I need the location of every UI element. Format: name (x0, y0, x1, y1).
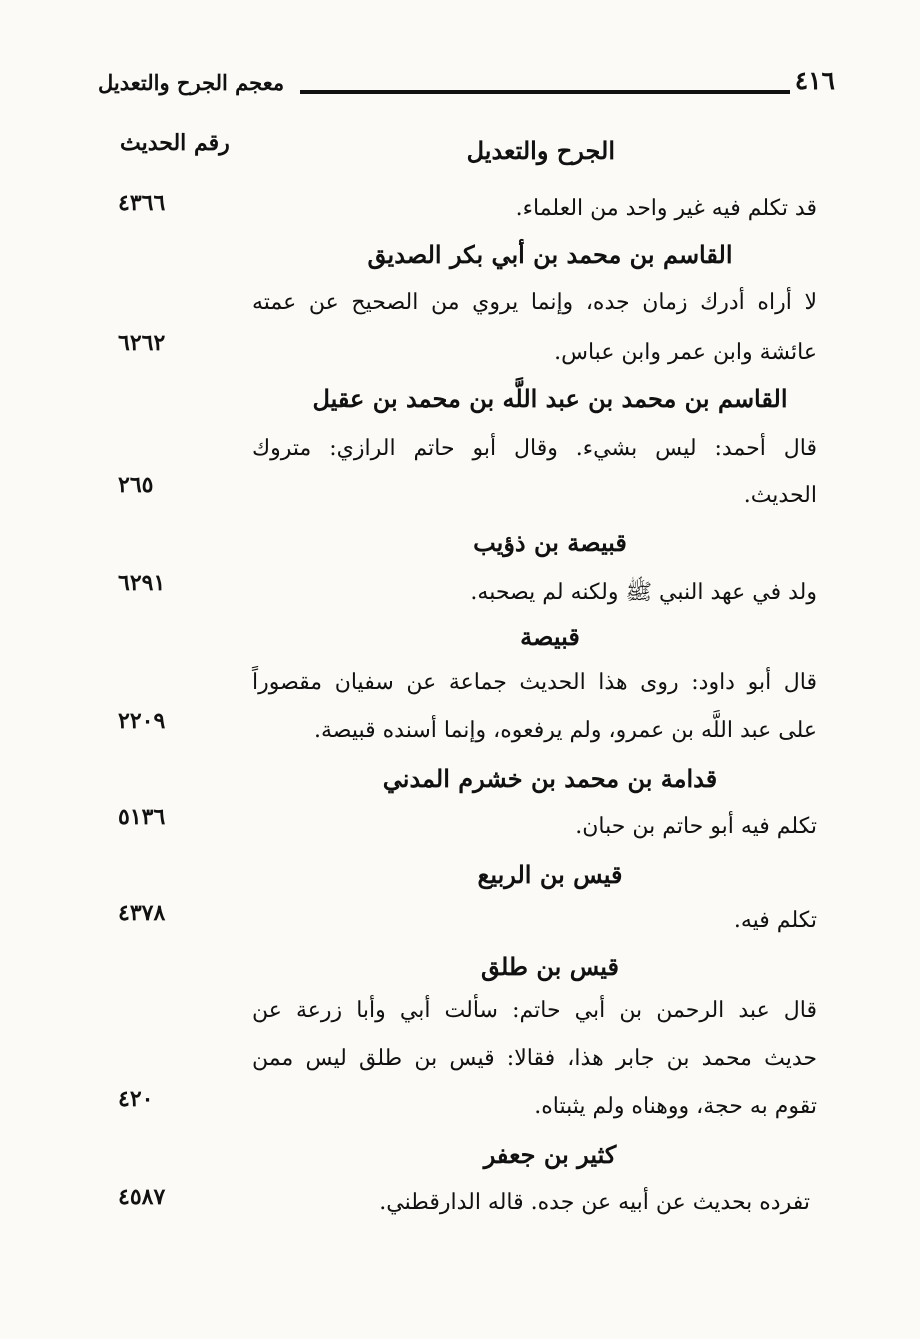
hadith-number: ٤٣٦٦ (118, 190, 166, 216)
entry-text: تقوم به حجة، ووهناه ولم يثبتاه. (534, 1094, 817, 1119)
entry-text: عائشة وابن عمر وابن عباس. (554, 340, 817, 365)
narrator-name: قدامة بن محمد بن خشرم المدني (382, 764, 718, 793)
hadith-number: ٤٥٨٧ (118, 1184, 166, 1210)
narrator-name: قبيصة (520, 622, 580, 651)
narrator-name: كثير بن جعفر (483, 1140, 617, 1169)
header-rule (300, 90, 790, 94)
hadith-number: ٢٦٥ (118, 472, 154, 498)
column-heading-main: الجرح والتعديل (466, 136, 615, 165)
narrator-name: قيس بن طلق (480, 952, 620, 981)
page-number: ٤١٦ (794, 66, 835, 95)
hadith-number: ٦٢٦٢ (118, 330, 166, 356)
narrator-name: قيس بن الربيع (477, 860, 623, 889)
entry-text: ولد في عهد النبي ﷺ ولكنه لم يصحبه. (470, 580, 817, 605)
narrator-name: القاسم بن محمد بن عبد اللَّه بن محمد بن عقيل (312, 384, 788, 413)
entry-text: لا أراه أدرك زمان جده، وإنما يروي من الصحيح عن عمته (252, 290, 817, 315)
entry-text: الحديث. (743, 483, 817, 508)
entry-text: قال أبو داود: روى هذا الحديث جماعة عن سفيان مقصوراً (252, 670, 817, 695)
entry-text: حديث محمد بن جابر هذا، فقالا: قيس بن طلق ليس ممن (252, 1046, 817, 1071)
column-heading-number: رقم الحديث (120, 130, 230, 156)
entry-text: قال أحمد: ليس بشيء. وقال أبو حاتم الرازي: متروك (252, 436, 817, 461)
entry-text: قال عبد الرحمن بن أبي حاتم: سألت أبي وأبا زرعة عن (252, 998, 817, 1023)
hadith-number: ٤٢٠ (118, 1086, 154, 1112)
narrator-name: قبيصة بن ذؤيب (473, 528, 627, 557)
entry-text: تكلم فيه. (733, 908, 817, 933)
book-title: معجم الجرح والتعديل (98, 70, 285, 95)
entry-text: تكلم فيه أبو حاتم بن حبان. (575, 814, 817, 839)
entry-text: تفرده بحديث عن أبيه عن جده. قاله الدارقطني. (379, 1190, 810, 1215)
entry-text: على عبد اللَّه بن عمرو، ولم يرفعوه، وإنما أسنده قبيصة. (313, 718, 817, 743)
narrator-name: القاسم بن محمد بن أبي بكر الصديق (367, 240, 733, 269)
hadith-number: ٢٢٠٩ (118, 708, 166, 734)
hadith-number: ٤٣٧٨ (118, 900, 166, 926)
hadith-number: ٦٢٩١ (118, 570, 166, 596)
entry-text: قد تكلم فيه غير واحد من العلماء. (515, 196, 817, 221)
hadith-number: ٥١٣٦ (118, 804, 166, 830)
